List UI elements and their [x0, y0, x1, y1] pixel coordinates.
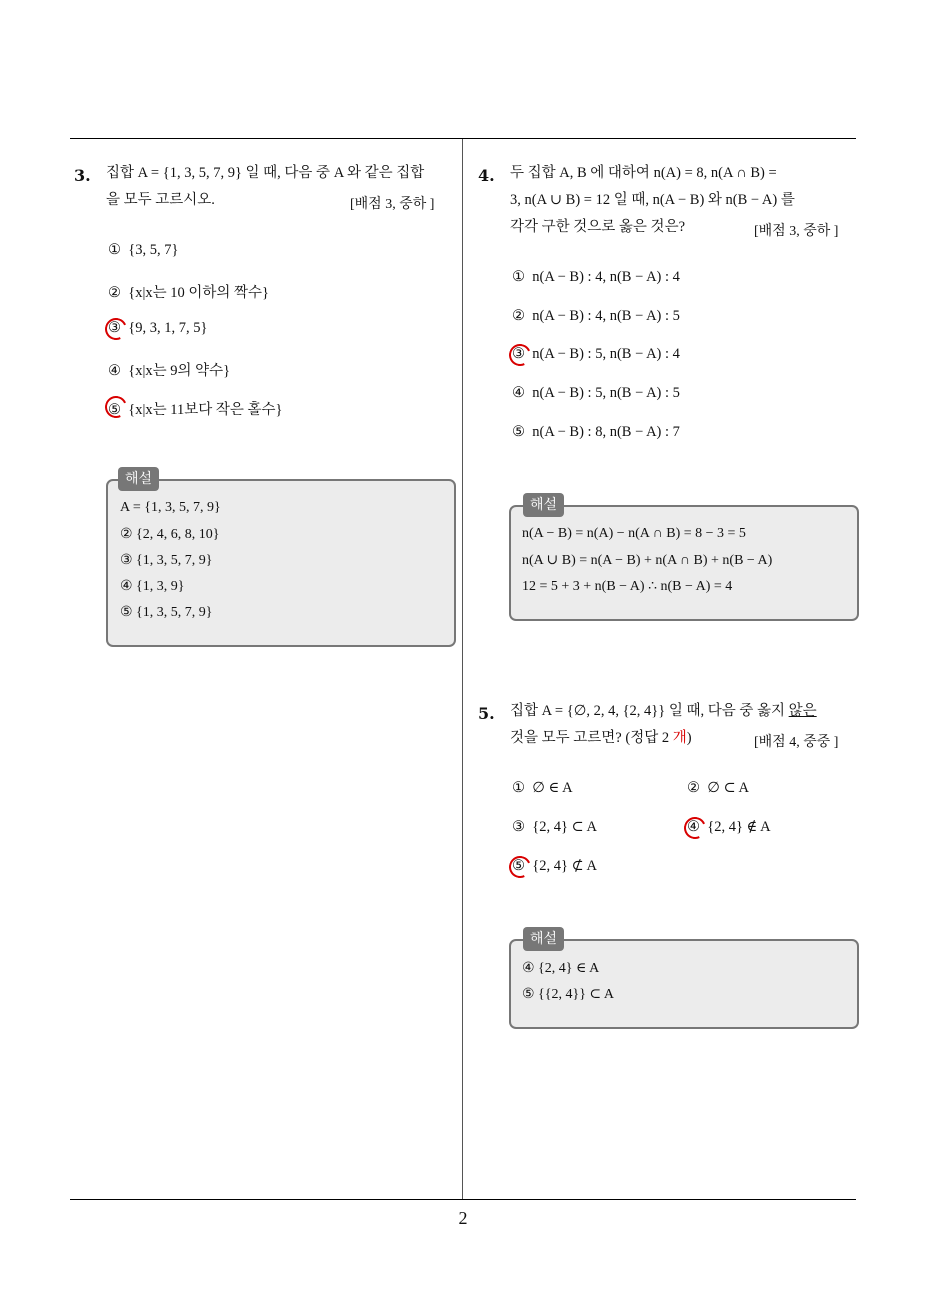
solution-line: ⑤ {{2, 4}} ⊂ A	[522, 987, 614, 1002]
score-label: [배점 4, 중중 ]	[754, 735, 839, 750]
solution-line: A = {1, 3, 5, 7, 9}	[120, 500, 221, 515]
question-number: 4.	[478, 166, 495, 185]
option-text: n(A − B) : 5, n(B − A) : 4	[532, 346, 680, 362]
option-label: ③	[512, 346, 525, 362]
solution-line: ⑤ {1, 3, 5, 7, 9}	[120, 605, 213, 620]
question-line: 두 집합 A, B 에 대하여 n(A) = 8, n(A ∩ B) =	[510, 165, 777, 181]
option-text: n(A − B) : 4, n(B − A) : 4	[532, 269, 680, 285]
option-text: {x|x는 10 이하의 짝수}	[128, 285, 269, 301]
question-line	[510, 698, 860, 725]
answer-count-unit: 개	[672, 730, 687, 746]
solution-line: n(A − B) = n(A) − n(A ∩ B) = 8 − 3 = 5	[522, 526, 746, 541]
question-line-part: )	[686, 730, 692, 746]
option-label: ②	[108, 285, 121, 301]
option-text: n(A − B) : 4, n(B − A) : 5	[532, 308, 680, 324]
option-3[interactable]	[512, 346, 680, 363]
question-line: 집합 A = {1, 3, 5, 7, 9} 일 때, 다음 중 A 와 같은 집합	[106, 165, 425, 181]
option-text: ∅ ⊂ A	[707, 780, 749, 796]
option-text: {2, 4} ⊄ A	[532, 858, 597, 874]
question-number: 5.	[478, 704, 495, 723]
footer-rule	[70, 1199, 856, 1200]
option-text: {x|x는 11보다 작은 홀수}	[128, 402, 283, 418]
option-2[interactable]	[108, 281, 269, 302]
option-5[interactable]	[108, 398, 282, 419]
option-label: ①	[108, 242, 121, 258]
solution-line: 12 = 5 + 3 + n(B − A) ∴ n(B − A) = 4	[522, 579, 733, 594]
option-text: n(A − B) : 5, n(B − A) : 5	[532, 385, 680, 401]
option-label: ⑤	[512, 424, 525, 440]
option-3[interactable]	[512, 819, 597, 836]
question-line: 을 모두 고르시오.	[106, 192, 215, 208]
option-label: ①	[512, 780, 525, 796]
header-rule	[70, 138, 856, 139]
score-label: [배점 3, 중하 ]	[350, 197, 435, 212]
solution-line: ② {2, 4, 6, 8, 10}	[120, 527, 220, 542]
solution-line: ③ {1, 3, 5, 7, 9}	[120, 553, 213, 568]
option-label: ⑤	[512, 858, 525, 874]
option-label: ②	[687, 780, 700, 796]
option-1[interactable]	[512, 269, 680, 286]
option-label: ⑤	[108, 402, 121, 418]
option-text: {2, 4} ⊂ A	[532, 819, 597, 835]
option-label: ①	[512, 269, 525, 285]
option-label: ③	[108, 320, 121, 336]
solution-tag: 해설	[523, 927, 564, 951]
option-1[interactable]	[512, 780, 573, 797]
option-label: ④	[687, 819, 700, 835]
page-number: 2	[458, 1208, 468, 1228]
option-5[interactable]	[512, 424, 680, 441]
solution-line: ④ {2, 4} ∈ A	[522, 961, 600, 976]
option-text: {2, 4} ∉ A	[707, 819, 771, 835]
question-line: 3, n(A ∪ B) = 12 일 때, n(A − B) 와 n(B − A) 를	[510, 192, 795, 208]
option-label: ④	[512, 385, 525, 401]
option-text: ∅ ∈ A	[532, 780, 573, 796]
question-line-part: 집합 A = {∅, 2, 4, {2, 4}} 일 때, 다음 중 옳지	[510, 703, 789, 719]
solution-box	[509, 939, 859, 1029]
option-label: ②	[512, 308, 525, 324]
option-text: {9, 3, 1, 7, 5}	[128, 320, 208, 336]
question-line: 각각 구한 것으로 옳은 것은?	[510, 219, 686, 235]
option-2[interactable]	[687, 780, 749, 797]
solution-tag: 해설	[523, 493, 564, 517]
option-4[interactable]	[512, 385, 680, 402]
option-text: {3, 5, 7}	[128, 242, 179, 258]
emphasis-underline: 않은	[788, 703, 817, 719]
option-2[interactable]	[512, 308, 680, 325]
solution-line: ④ {1, 3, 9}	[120, 579, 185, 594]
option-1[interactable]	[108, 242, 178, 259]
question-line-part: 것을 모두 고르면? (정답 2	[510, 730, 673, 746]
option-label: ④	[108, 363, 121, 379]
score-label: [배점 3, 중하 ]	[754, 224, 839, 239]
solution-line: n(A ∪ B) = n(A − B) + n(A ∩ B) + n(B − A)	[522, 553, 773, 568]
column-divider	[462, 139, 463, 1199]
option-label: ③	[512, 819, 525, 835]
option-text: {x|x는 9의 약수}	[128, 363, 231, 379]
solution-tag: 해설	[118, 467, 159, 491]
option-text: n(A − B) : 8, n(B − A) : 7	[532, 424, 680, 440]
option-4[interactable]	[108, 359, 230, 380]
question-number: 3.	[74, 166, 91, 185]
